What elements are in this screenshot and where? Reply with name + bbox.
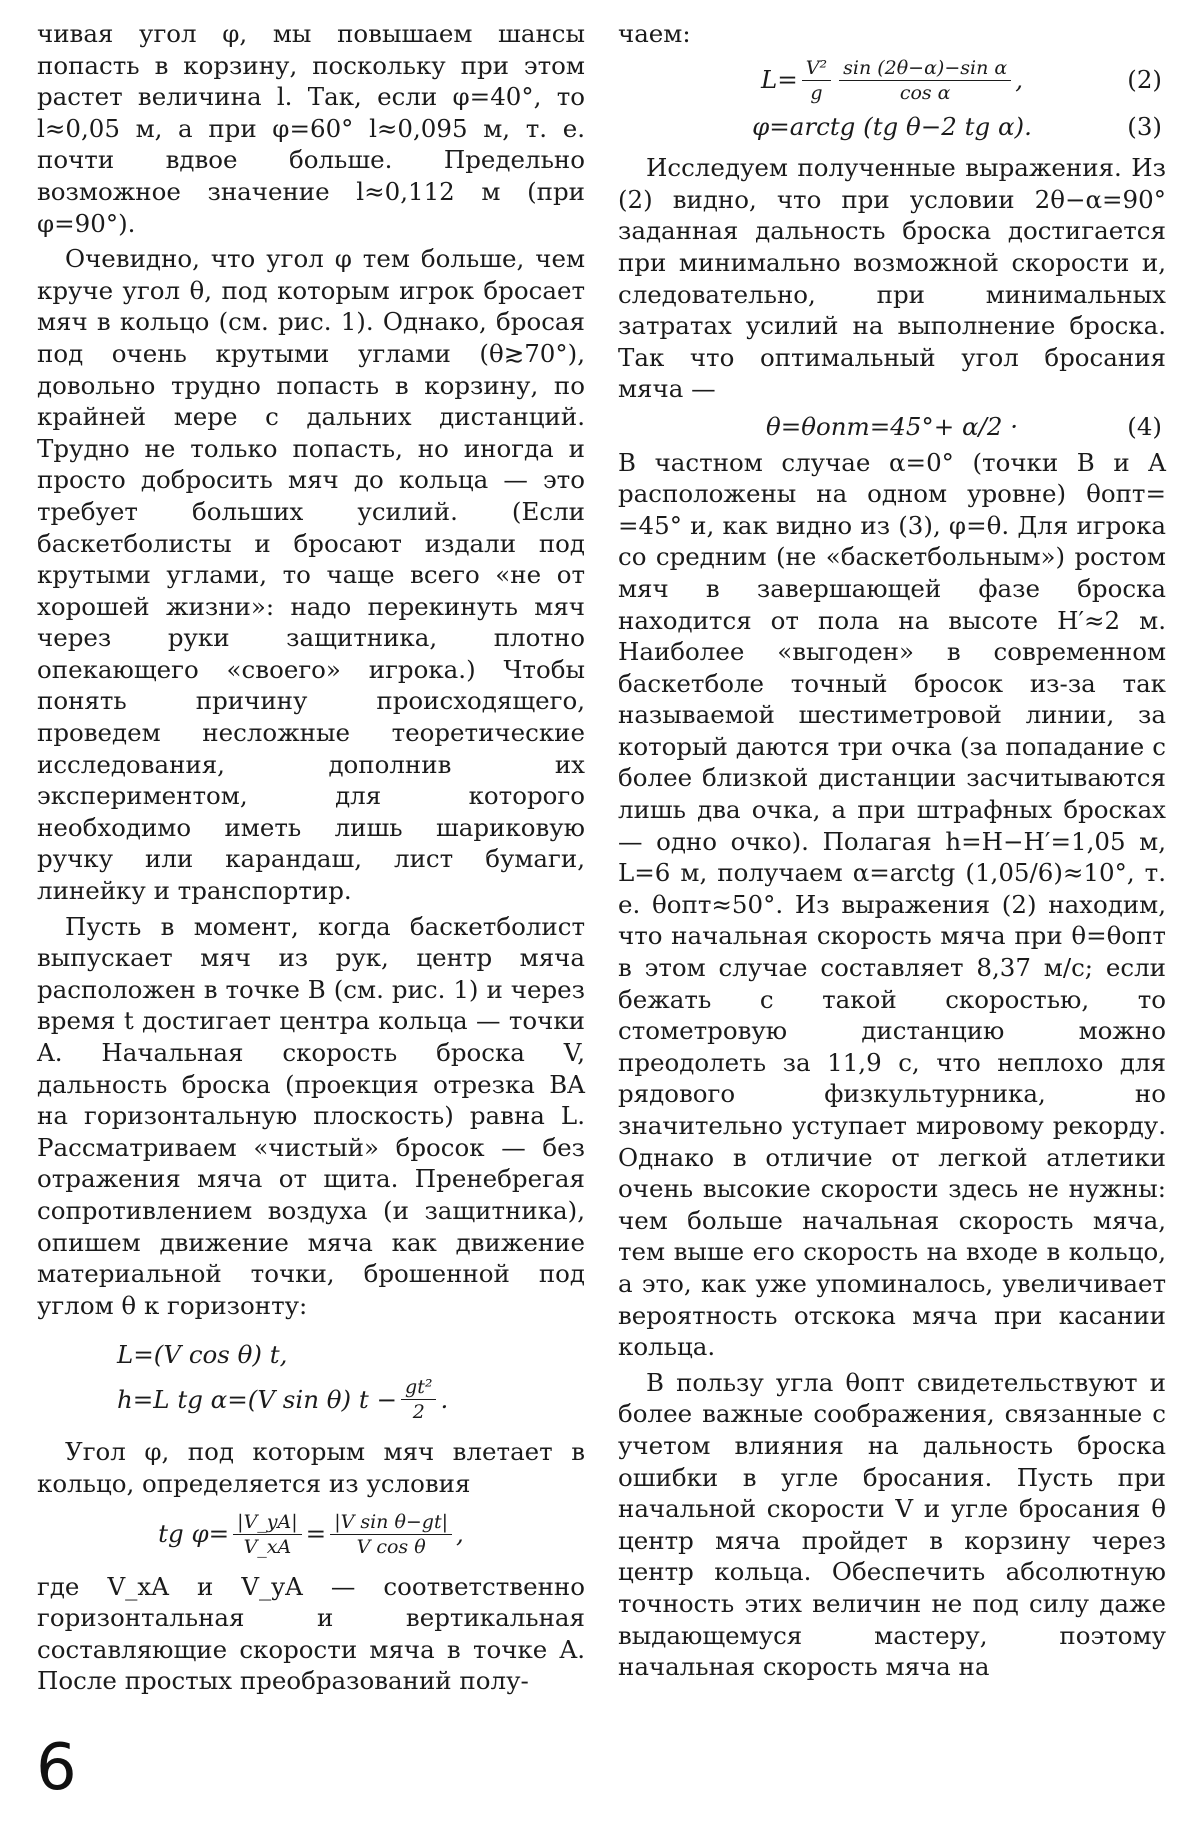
- equation-3: [618, 111, 1166, 143]
- equation-tg-phi: tg φ= $\frac{|V\_yA|}{V\_xA}$ = $\frac{\text{|V sin θ−gt|}}{\text{V cos θ}}$ ,: [158, 1510, 464, 1558]
- paragraph: В пользу угла θопт свидетельствуют и более важные соображения, связанные с учетом влияния на дальность броска ошибки в угле бросания. Пусть при начальной скорости V и угле бросания θ центр мяча пройдет в корзину через центр кольца. Обеспечить абсолютную точность этих величин не под силу даже выдающемуся мастеру, поэтому начальная скорость мяча на: [618, 1367, 1166, 1682]
- equation-2-fraction-2: [839, 56, 1011, 105]
- equation-number: (3): [1127, 111, 1162, 141]
- paragraph: Очевидно, что угол φ тем больше, чем круче угол θ, под которым игрок бросает мяч в кольцо (см. рис. 1). Однако, бросая под очень крутыми углами (θ≳70°), довольно трудно попасть в корзину, по крайней мере с дальних дистанций. Трудно не только попасть, но иногда и просто добросить мяч до кольца — это требует больших усилий. (Если баскетболисты и бросают издали под крутыми углами, то чаще всего «не от хорошей жизни»: надо перекинуть мяч через руки защитника, плотно опекающего «своего» игрока.) Чтобы понять причину происходящего, проведем несложные теоретические исследования, дополнив их экспериментом, для которого необходимо иметь лишь шариковую ручку или карандаш, лист бумаги, линейку и транспортир.: [37, 244, 585, 906]
- equation-number: (4): [1127, 411, 1162, 441]
- equation-number: (2): [1127, 65, 1162, 95]
- paragraph: Исследуем полученные выражения. Из (2) видно, что при условии 2θ−α=90° заданная дальность броска достигается при минимально возможной скорости и, следовательно, при минимальных затратах усилий на выполнение броска. Так что оптимальный угол бросания мяча —: [618, 153, 1166, 404]
- fraction-denominator: V_xA: [243, 1535, 292, 1558]
- paragraph: чивая угол φ, мы повышаем шансы попасть в корзину, поскольку при этом растет величина l. Так, если φ=40°, то l≈0,05 м, а при φ=60° l≈0,095 м, т. е. почти вдвое больше. Предельно возможное значение l≈0,112 м (при φ=90°).: [37, 19, 585, 238]
- fraction-denominator: cos α: [899, 81, 951, 104]
- equation-2-fraction-1: [802, 56, 831, 105]
- paragraph: Угол φ, под которым мяч влетает в кольцо, определяется из условия: [37, 1437, 585, 1498]
- equation-tg-left: tg φ=: [158, 1519, 230, 1549]
- fraction-numerator: V²: [802, 56, 831, 81]
- equation-h: h=L tg α=(V sin θ) t − $\frac{\text{gt²}}{2}$ .: [117, 1376, 449, 1424]
- fraction-numerator: sin (2θ−α)−sin α: [839, 56, 1011, 81]
- equation-4-body: θ=θопт=45°+ α/2 ·: [765, 411, 1019, 441]
- fraction-numerator: gt²: [401, 1375, 436, 1400]
- equation-tg-fraction-2: [330, 1510, 452, 1559]
- fraction-denominator: g: [810, 81, 823, 104]
- equation-tg-fraction-1: [233, 1510, 301, 1559]
- equation-2: L= $\frac{\text{V²}}{g}$ $\frac{\text{sin (2θ−α)−sin α}}{\text{cos α}}$ , (2): [760, 56, 1162, 104]
- equation-4: [618, 411, 1166, 443]
- fraction-denominator: V cos θ: [356, 1535, 426, 1558]
- fraction-denominator: 2: [412, 1401, 425, 1424]
- paragraph: чаем:: [618, 19, 691, 48]
- right-column: [618, 18, 1166, 1683]
- equation-h-left: h=L tg α=(V sin θ) t −: [117, 1384, 398, 1414]
- equation-3-body: φ=arctg (tg θ−2 tg α).: [752, 111, 1032, 141]
- equation-2-left: L=: [760, 65, 798, 95]
- page-number: 6: [36, 1731, 77, 1805]
- paragraph: Пусть в момент, когда баскетболист выпускает мяч из рук, центр мяча расположен в точке B (см. рис. 1) и через время t достигает центра кольца — точки A. Начальная скорость броска V, дальность броска (проекция отрезка BA на горизонтальную плоскость) равна L. Рассматриваем «чистый» бросок — без отражения мяча от щита. Пренебрегая сопротивлением воздуха (и защитника), опишем движение мяча как движение материальной точки, брошенной под углом θ к горизонту:: [37, 911, 585, 1320]
- paragraph: где V_xA и V_yA — соответственно горизонтальная и вертикальная составляющие скорости мяча в точке A. После простых преобразований полу-: [37, 1571, 585, 1696]
- paragraph: В частном случае α=0° (точки B и A расположены на одном уровне) θопт= =45° и, как видно из (3), φ=θ. Для игрока со средним (не «баскетбольным») ростом мяч в завершающей фазе броска находится от пола на высоте H′≈2 м. Наиболее «выгоден» в современном баскетболе точный бросок из-за так называемой шестиметровой линии, за который даются три очка (за попадание с более близкой дистанции засчитываются лишь два очка, а при штрафных бросках — одно очко). Полагая h=H−H′=1,05 м, L=6 м, получаем α=arctg (1,05/6)≈10°, т. е. θопт≈50°. Из выражения (2) находим, что начальная скорость мяча при θ=θопт в этом случае составляет 8,37 м/с; если бежать с такой скоростью, то стометровую дистанцию можно преодолеть за 11,9 с, что неплохо для рядового физкультурника, но значительно уступает мировому рекорду. Однако в отличие от легкой атлетики очень высокие скорости здесь не нужны: чем больше начальная скорость мяча, тем выше его скорость на входе в кольцо, а это, как уже упоминалось, увеличивает вероятность отскока мяча при касании кольца.: [618, 447, 1166, 1362]
- left-column: [37, 18, 585, 1697]
- fraction-numerator: |V_yA|: [233, 1510, 301, 1535]
- equation-L: L=(V cos θ) t,: [117, 1340, 288, 1370]
- fraction-numerator: |V sin θ−gt|: [330, 1510, 452, 1535]
- equation-system: [117, 1335, 585, 1424]
- equation-h-fraction: [401, 1375, 436, 1424]
